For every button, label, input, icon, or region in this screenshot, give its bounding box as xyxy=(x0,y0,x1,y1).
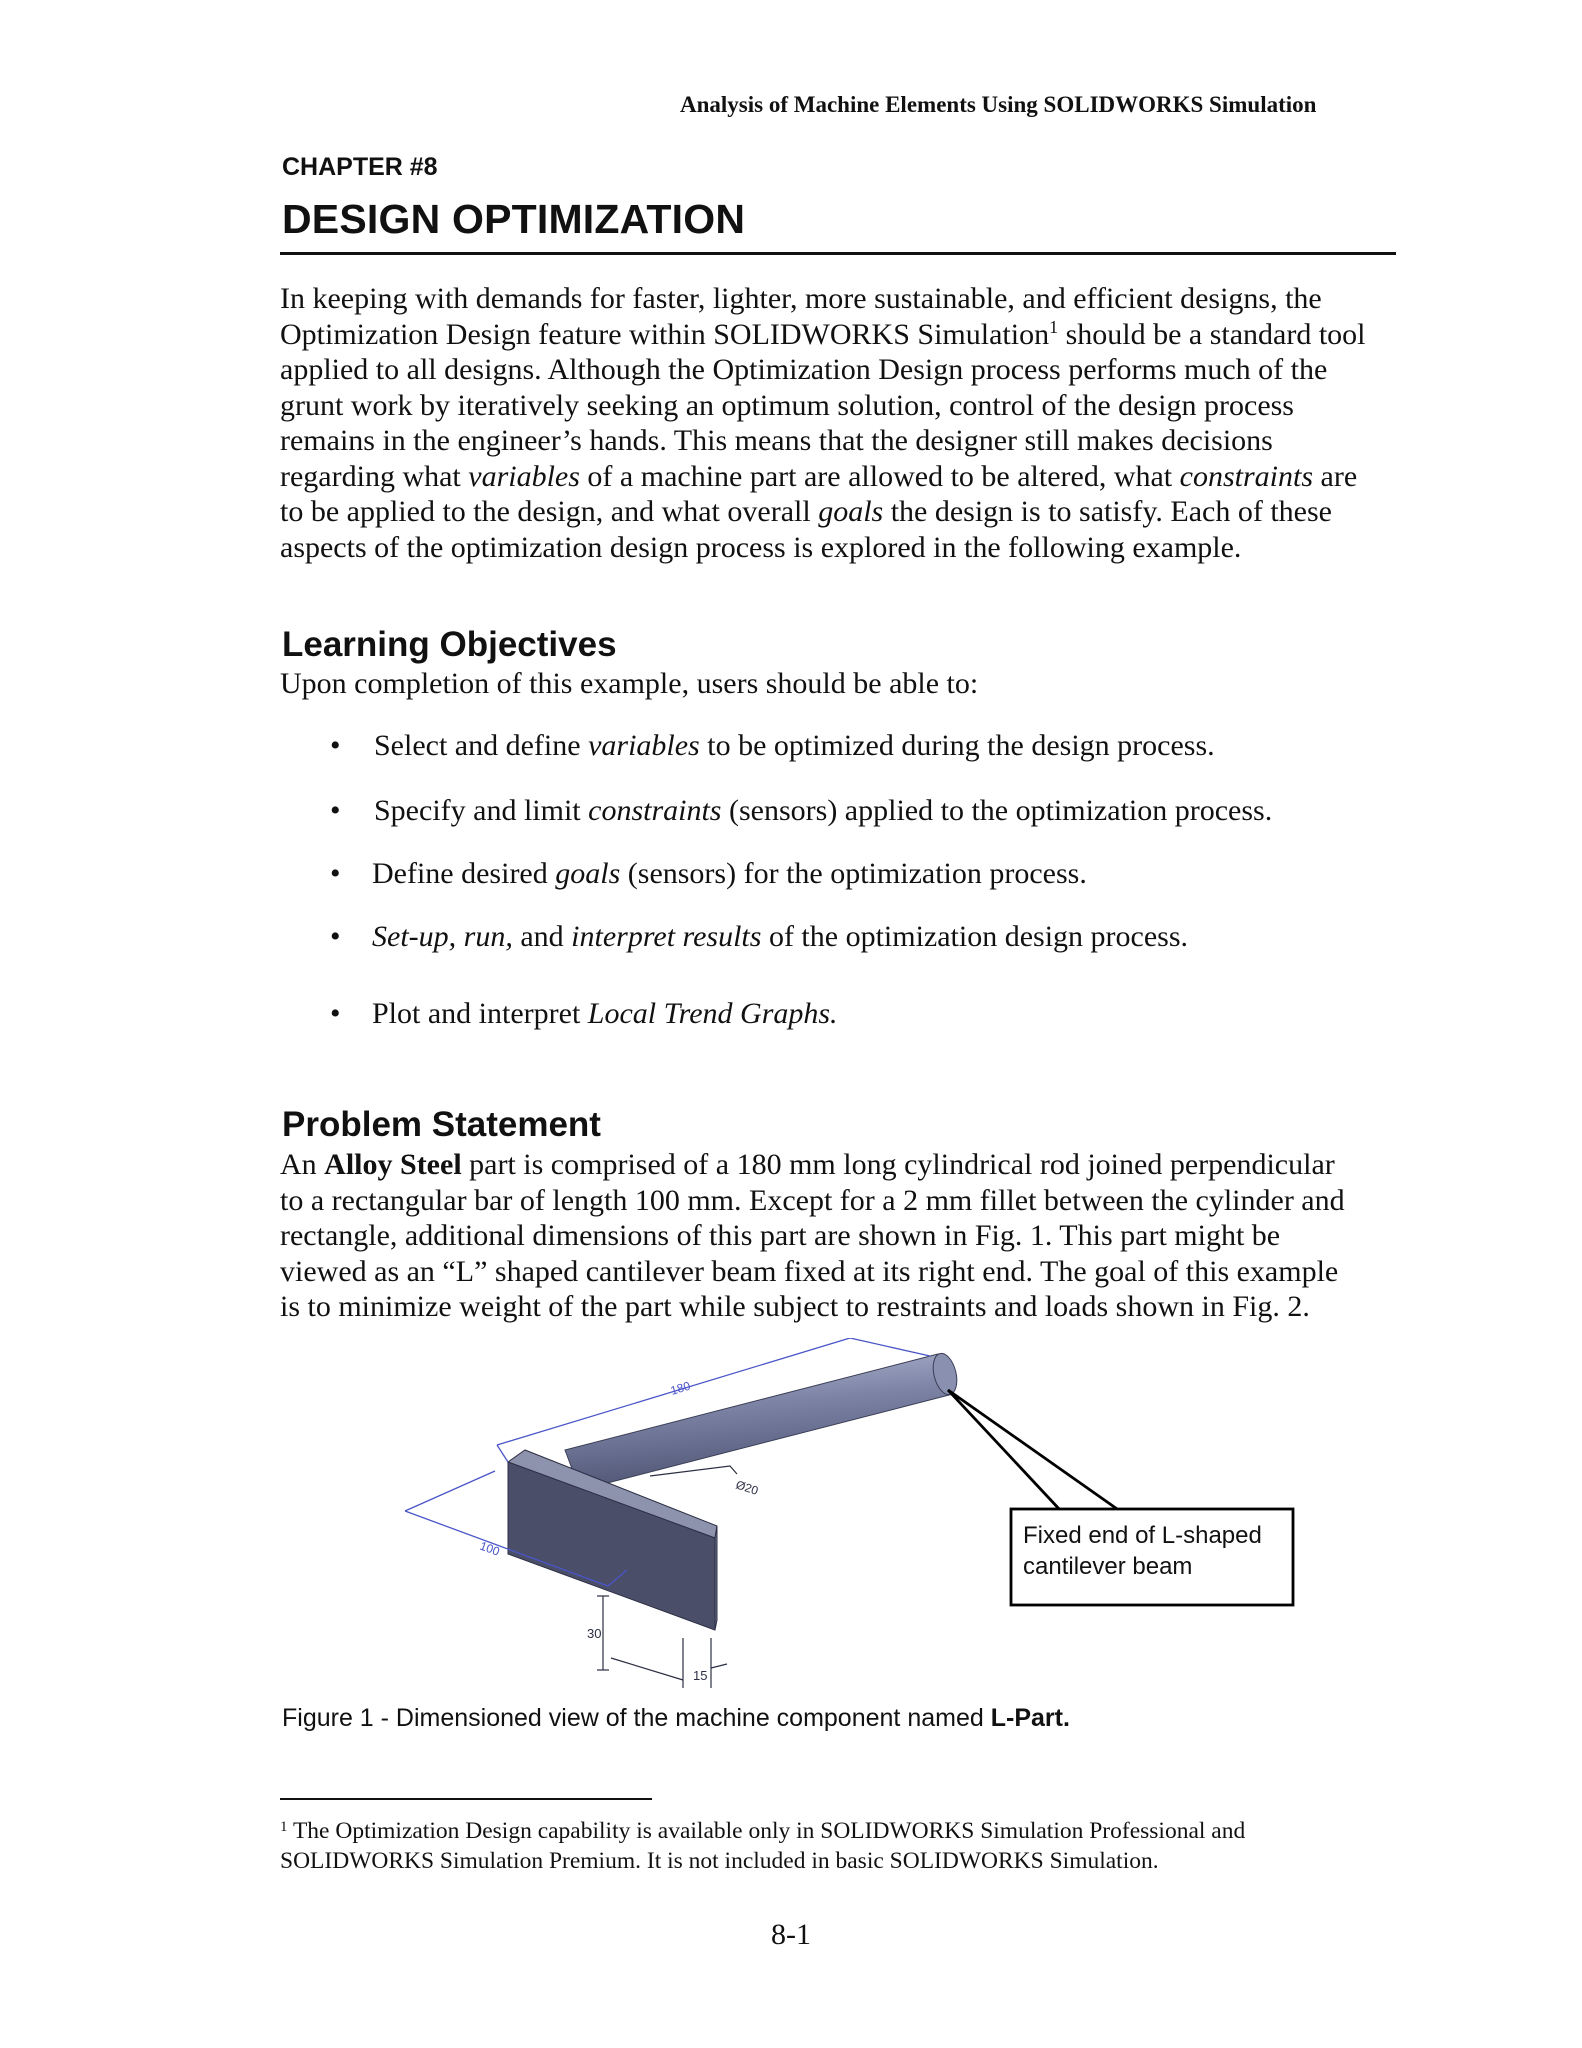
cylindrical-rod xyxy=(565,1351,961,1490)
footnote-reference[interactable]: 1 xyxy=(1049,316,1059,337)
dimension-diameter-label: Ø20 xyxy=(734,1477,760,1498)
problem-line: viewed as an “L” shaped cantilever beam fixed at its right end. The goal of this example xyxy=(280,1254,1339,1288)
problem-line: is to minimize weight of the part while subject to restraints and loads shown in Fig. 2. xyxy=(280,1290,1310,1323)
footnote xyxy=(280,1812,1245,1876)
callout-line-2: cantilever beam xyxy=(1023,1553,1193,1580)
footnote-line: $^1$ The Optimization Design capability is available only in SOLIDWORKS Simulation Professional and xyxy=(280,1818,1246,1844)
chapter-label: CHAPTER #8 xyxy=(282,153,438,181)
learning-objectives-lead: Upon completion of this example, users should be able to: xyxy=(280,667,979,700)
learning-objectives-heading: Learning Objectives xyxy=(282,625,617,664)
footnote-rule xyxy=(280,1798,652,1800)
running-header: Analysis of Machine Elements Using SOLIDWORKS Simulation xyxy=(680,92,1317,117)
footnote-line: SOLIDWORKS Simulation Premium. It is not included in basic SOLIDWORKS Simulation. xyxy=(280,1848,1159,1874)
bullet-icon: • xyxy=(330,857,341,890)
problem-paragraph xyxy=(280,1147,1345,1325)
intro-line: regarding what variables of a machine part are allowed to be altered, what constraints are xyxy=(280,459,1358,493)
problem-line: to a rectangular bar of length 100 mm. Except for a 2 mm fillet between the cylinder and xyxy=(280,1183,1345,1217)
intro-line: In keeping with demands for faster, lighter, more sustainable, and efficient designs, the xyxy=(280,282,1322,315)
intro-line: aspects of the optimization design process is explored in the following example. xyxy=(280,530,1242,564)
page-number: 8-1 xyxy=(771,1918,811,1951)
bullet-icon: • xyxy=(330,729,341,762)
intro-line: Optimization Design feature within SOLIDWORKS Simulation$^1$ should be a standard tool xyxy=(280,316,1366,351)
callout-line-1: Fixed end of L-shaped xyxy=(1023,1522,1262,1549)
intro-line: grunt work by iteratively seeking an optimum solution, control of the design process xyxy=(280,388,1294,422)
dimension-180-label: 180 xyxy=(668,1378,693,1398)
intro-line: applied to all designs. Although the Optimization Design process performs much of the xyxy=(280,353,1328,386)
intro-line: to be applied to the design, and what overall goals the design is to satisfy. Each of these xyxy=(280,495,1332,528)
dimension-100-label: 100 xyxy=(477,1538,502,1559)
figure-caption: Figure 1 - Dimensioned view of the machine component named L-Part. xyxy=(282,1704,1070,1732)
footnote-marker: 1 xyxy=(280,1819,288,1835)
dimension-15-label: 15 xyxy=(693,1668,708,1683)
problem-statement-heading: Problem Statement xyxy=(282,1105,601,1144)
bullet-icon: • xyxy=(330,920,341,953)
dimension-15 xyxy=(611,1638,727,1688)
bullet-icon: • xyxy=(330,997,341,1030)
bullet-icon: • xyxy=(330,794,341,827)
dimension-30-label: 30 xyxy=(587,1626,602,1641)
problem-line: An Alloy Steel part is comprised of a 180 mm long cylindrical rod joined perpendicular xyxy=(280,1148,1335,1181)
intro-line: remains in the engineer’s hands. This means that the designer still makes decisions xyxy=(280,424,1273,457)
title-rule xyxy=(280,252,1396,255)
problem-line: rectangle, additional dimensions of this part are shown in Fig. 1. This part might be xyxy=(280,1219,1281,1252)
fixed-end-callout xyxy=(1011,1509,1293,1605)
chapter-title: DESIGN OPTIMIZATION xyxy=(282,196,746,242)
intro-paragraph xyxy=(280,281,1366,565)
l-part-figure xyxy=(375,1338,1310,1698)
callout-pointer xyxy=(948,1390,1120,1511)
